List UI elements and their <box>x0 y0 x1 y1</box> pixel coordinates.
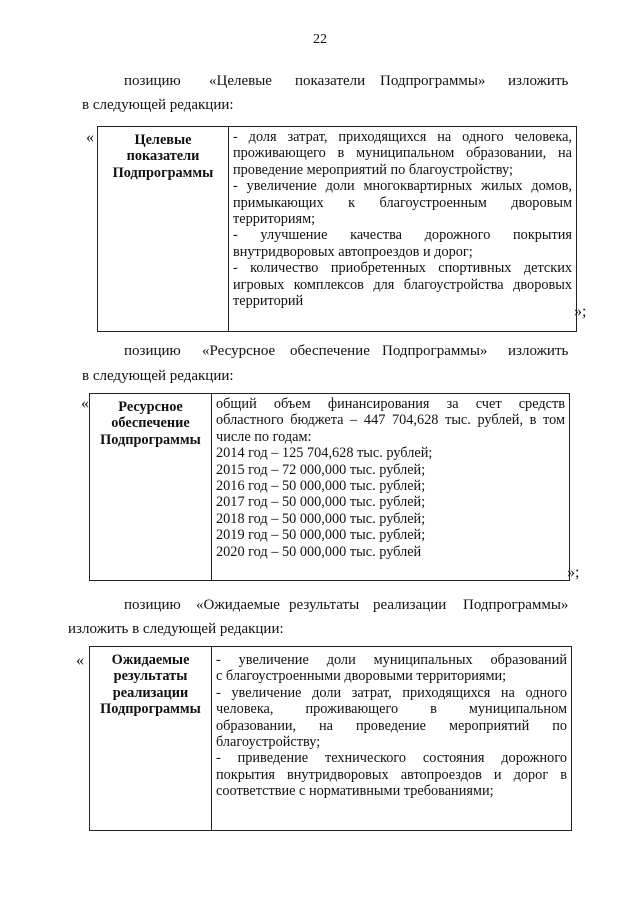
text-line: 2019 год – 50 000,000 тыс. рублей; <box>216 527 426 544</box>
text-line: числе по годам: <box>216 428 312 445</box>
text-line: соответствие с нормативными требованиями; <box>216 783 494 800</box>
intro-continuation: в следующей редакции: <box>82 368 234 384</box>
intro-word: «Ресурсное <box>202 343 276 359</box>
row-value-cell <box>212 647 572 831</box>
intro-word: Подпрограммы» <box>463 597 569 613</box>
intro-line-target-indicators <box>0 73 640 93</box>
text-line: 2015 год – 72 000,000 тыс. рублей; <box>216 461 426 478</box>
row-label-cell <box>90 394 212 581</box>
intro-word: изложить <box>508 343 569 359</box>
text-line: внутридворовых автопроездов и дорог; <box>233 243 473 260</box>
text-line: игровых комплексов для благоустройства дворовых <box>233 276 572 293</box>
table-row <box>90 394 570 581</box>
text-line: 2017 год – 50 000,000 тыс. рублей; <box>216 494 426 511</box>
intro-line-expected-results <box>0 597 640 617</box>
intro-word: реализации <box>373 597 447 613</box>
label-line: обеспечение <box>111 415 190 432</box>
open-quote: « <box>76 652 84 669</box>
intro-word: изложить <box>508 73 569 89</box>
intro-word: позицию <box>124 73 181 89</box>
intro-word: обеспечение <box>290 343 370 359</box>
expected-results-table <box>89 646 572 831</box>
page-number: 22 <box>313 32 327 47</box>
text-line: территорий <box>233 293 304 310</box>
text-line: - увеличение доли муниципальных образований <box>216 652 567 668</box>
label-line: Ресурсное <box>118 399 183 415</box>
resource-provision-table <box>89 393 570 581</box>
row-value-cell <box>212 394 570 581</box>
text-line: покрытия внутридворовых автопроездов и дорог в <box>216 766 567 783</box>
text-line: 2018 год – 50 000,000 тыс. рублей; <box>216 510 426 527</box>
close-quote: »; <box>567 564 580 581</box>
intro-word: «Целевые <box>209 73 272 89</box>
label-line: Подпрограммы <box>112 164 214 181</box>
table-row <box>98 127 577 332</box>
intro-word: показатели <box>295 73 366 89</box>
text-line: 2016 год – 50 000,000 тыс. рублей; <box>216 478 426 495</box>
text-line: - количество приобретенных спортивных детских <box>233 260 572 277</box>
label-line: Целевые <box>134 132 192 148</box>
intro-line-resource-provision <box>0 343 640 363</box>
text-line: человека, проживающего в муниципальном <box>216 701 567 718</box>
label-line: Ожидаемые <box>111 652 190 668</box>
intro-continuation: изложить в следующей редакции: <box>68 621 284 637</box>
text-line: благоустройству; <box>216 734 321 751</box>
label-line: результаты <box>113 668 188 685</box>
text-line: проведение мероприятий по благоустройству; <box>233 161 513 178</box>
label-line: Подпрограммы <box>100 431 201 448</box>
text-line: - увеличение доли затрат, приходящихся на одного <box>216 684 567 701</box>
intro-word: позицию <box>124 343 181 359</box>
intro-word: «Ожидаемые <box>196 597 280 613</box>
text-line: 2020 год – 50 000,000 тыс. рублей <box>216 543 422 560</box>
text-line: образовании, на проведение мероприятий по <box>216 717 567 734</box>
text-line: областного бюджета – 447 704,628 тыс. рублей, в том <box>216 412 565 429</box>
intro-word: позицию <box>124 597 181 613</box>
text-line: общий объем финансирования за счет средств <box>216 396 565 412</box>
text-line: 2014 год – 125 704,628 тыс. рублей; <box>216 445 433 462</box>
intro-word: результаты <box>289 597 360 613</box>
close-quote: »; <box>574 303 587 320</box>
text-line: территориям; <box>233 211 316 228</box>
text-line: - улучшение качества дорожного покрытия <box>233 227 572 244</box>
intro-continuation: в следующей редакции: <box>82 97 234 113</box>
target-indicators-table <box>97 126 577 332</box>
label-line: реализации <box>112 684 189 701</box>
row-label-cell <box>98 127 229 332</box>
row-label-cell <box>90 647 212 831</box>
open-quote: « <box>86 129 94 146</box>
label-line: показатели <box>126 148 200 165</box>
text-line: примыкающих к благоустроенным дворовым <box>233 194 572 211</box>
open-quote: « <box>81 395 89 412</box>
text-line: проживающего в муниципальном образовании, на <box>233 145 572 162</box>
intro-word: Подпрограммы» <box>380 73 486 89</box>
table-row <box>90 647 572 831</box>
label-line: Подпрограммы <box>100 701 201 718</box>
intro-word: Подпрограммы» <box>382 343 488 359</box>
text-line: с благоустроенными дворовыми территориями; <box>216 668 507 685</box>
row-value-cell <box>229 127 577 332</box>
text-line: - доля затрат, приходящихся на одного человека, <box>233 129 572 145</box>
text-line: - приведение технического состояния дорожного <box>216 750 567 767</box>
text-line: - увеличение доли многоквартирных жилых домов, <box>233 178 572 195</box>
